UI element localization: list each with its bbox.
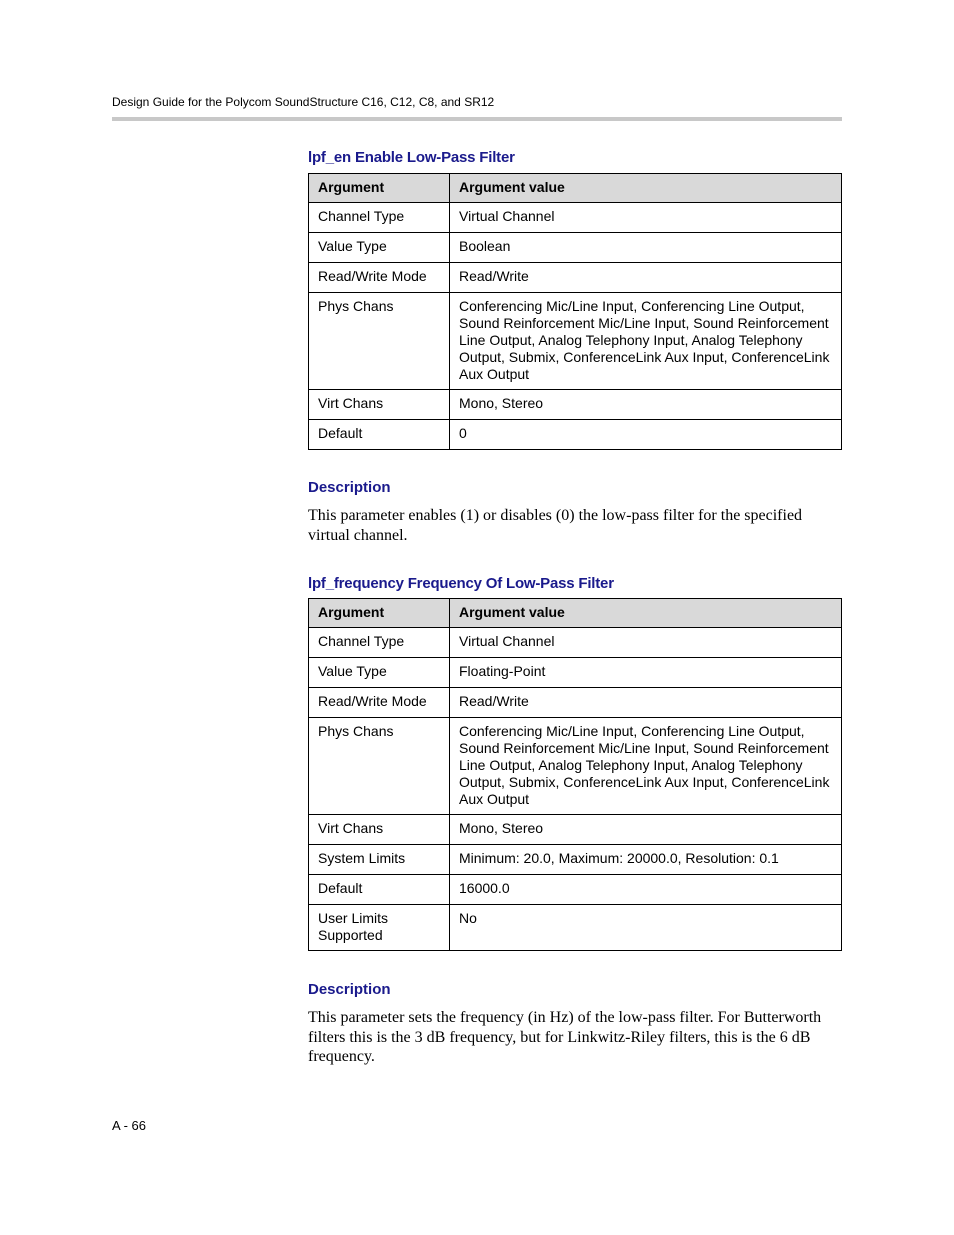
argument-value-cell: Floating-Point bbox=[450, 658, 842, 688]
argument-cell: Virt Chans bbox=[309, 390, 450, 420]
column-header-argument-value: Argument value bbox=[450, 174, 842, 203]
table-row bbox=[309, 718, 842, 815]
argument-value-cell: Minimum: 20.0, Maximum: 20000.0, Resolution: 0.1 bbox=[450, 845, 842, 875]
argument-value-cell: Conferencing Mic/Line Input, Conferencing Line Output, Sound Reinforcement Mic/Line Input, Sound Reinforcement Line Output, Analog Telephony Input, Analog Telephony Output, Submix, ConferenceLink Aux Input, ConferenceLink Aux Output bbox=[450, 293, 842, 390]
argument-cell: Read/Write Mode bbox=[309, 263, 450, 293]
argument-cell: Value Type bbox=[309, 658, 450, 688]
table-row bbox=[309, 420, 842, 450]
description-heading: Description bbox=[308, 479, 391, 496]
table-row bbox=[309, 875, 842, 905]
argument-value-cell: Virtual Channel bbox=[450, 203, 842, 233]
table-header-row bbox=[309, 599, 842, 628]
argument-value-cell: Virtual Channel bbox=[450, 628, 842, 658]
table-row bbox=[309, 905, 842, 951]
argument-value-cell: No bbox=[450, 905, 842, 951]
page-number: A - 66 bbox=[112, 1118, 146, 1133]
table-row bbox=[309, 203, 842, 233]
parameter-table-lpf-en bbox=[308, 173, 842, 450]
column-header-argument: Argument bbox=[309, 599, 450, 628]
description-heading: Description bbox=[308, 981, 391, 998]
section-title-lpf-frequency: lpf_frequency Frequency Of Low-Pass Filter bbox=[308, 575, 614, 592]
argument-value-cell: Mono, Stereo bbox=[450, 390, 842, 420]
argument-cell: Default bbox=[309, 875, 450, 905]
parameter-table-lpf-frequency bbox=[308, 598, 842, 951]
running-header: Design Guide for the Polycom SoundStructure C16, C12, C8, and SR12 bbox=[112, 95, 495, 109]
argument-cell: Default bbox=[309, 420, 450, 450]
argument-value-cell: Mono, Stereo bbox=[450, 815, 842, 845]
header-rule bbox=[112, 117, 842, 121]
argument-cell: User Limits Supported bbox=[309, 905, 450, 951]
table-row bbox=[309, 390, 842, 420]
argument-cell: Phys Chans bbox=[309, 718, 450, 815]
column-header-argument: Argument bbox=[309, 174, 450, 203]
table-row bbox=[309, 293, 842, 390]
table-row bbox=[309, 845, 842, 875]
section-title-lpf-en: lpf_en Enable Low-Pass Filter bbox=[308, 149, 515, 166]
argument-cell: Value Type bbox=[309, 233, 450, 263]
table-row bbox=[309, 688, 842, 718]
argument-value-cell: Read/Write bbox=[450, 688, 842, 718]
argument-value-cell: 0 bbox=[450, 420, 842, 450]
table-row bbox=[309, 263, 842, 293]
argument-value-cell: Conferencing Mic/Line Input, Conferencing Line Output, Sound Reinforcement Mic/Line Input, Sound Reinforcement Line Output, Analog Telephony Input, Analog Telephony Output, Submix, ConferenceLink Aux Input, ConferenceLink Aux Output bbox=[450, 718, 842, 815]
table-row bbox=[309, 233, 842, 263]
description-text: This parameter sets the frequency (in Hz) of the low-pass filter. For Butterworth filters this is the 3 dB frequency, but for Linkwitz-Riley filters, this is the 6 dB frequency. bbox=[308, 1009, 822, 1065]
argument-cell: Read/Write Mode bbox=[309, 688, 450, 718]
argument-cell: Phys Chans bbox=[309, 293, 450, 390]
argument-value-cell: Boolean bbox=[450, 233, 842, 263]
argument-cell: Channel Type bbox=[309, 203, 450, 233]
argument-value-cell: Read/Write bbox=[450, 263, 842, 293]
table-header-row bbox=[309, 174, 842, 203]
table-row bbox=[309, 628, 842, 658]
argument-cell: Virt Chans bbox=[309, 815, 450, 845]
argument-cell: Channel Type bbox=[309, 628, 450, 658]
argument-value-cell: 16000.0 bbox=[450, 875, 842, 905]
table-row bbox=[309, 658, 842, 688]
table-row bbox=[309, 815, 842, 845]
description-text: This parameter enables (1) or disables (0) the low-pass filter for the specified virtual channel. bbox=[308, 507, 803, 544]
column-header-argument-value: Argument value bbox=[450, 599, 842, 628]
argument-cell: System Limits bbox=[309, 845, 450, 875]
